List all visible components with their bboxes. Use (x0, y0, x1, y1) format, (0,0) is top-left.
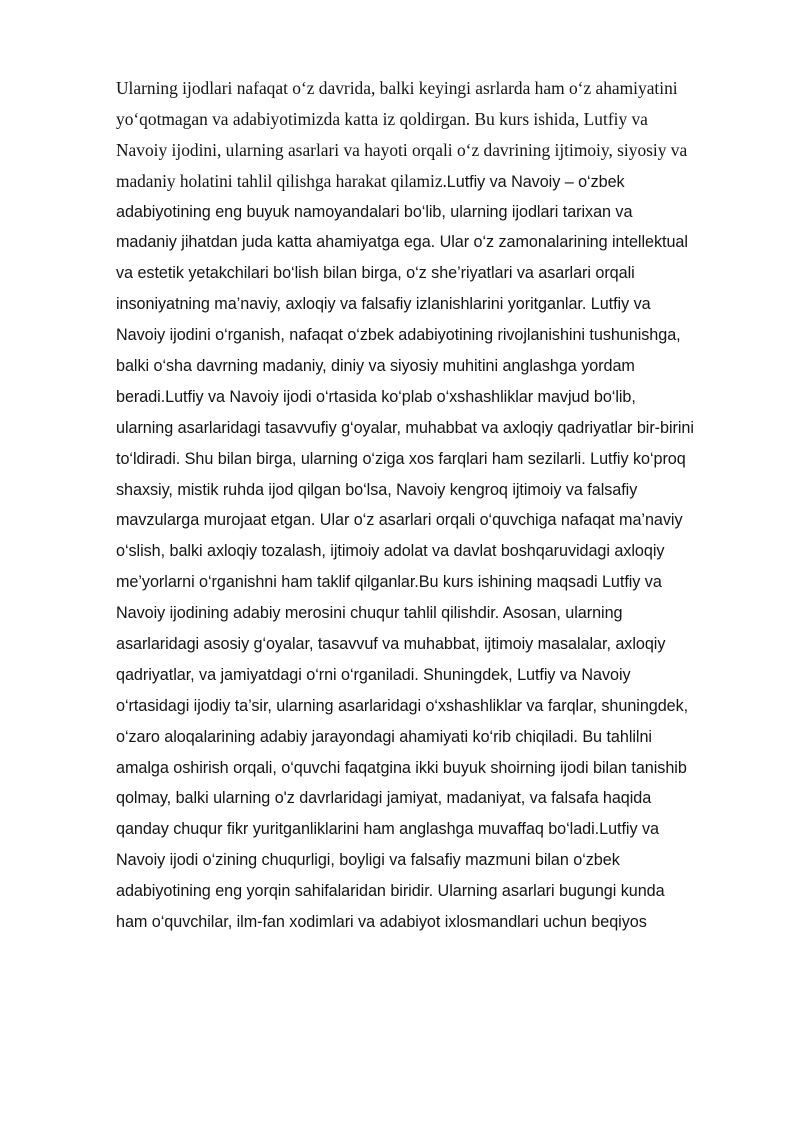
text-line: qolmay, balki ularning o'z davrlaridagi jamiyat, madaniyat, va falsafa haqida (116, 789, 652, 808)
text-line: Navoiy ijodini o‘rganish, nafaqat o‘zbek adabiyotining rivojlanishini tushunishga, (116, 326, 681, 345)
text-line: Navoiy ijodi o‘zining chuqurligi, boyligi va falsafiy mazmuni bilan o‘zbek (116, 851, 620, 870)
text-line (116, 567, 756, 598)
text-line: ularning asarlaridagi tasavvufiy g‘oyalar, muhabbat va axloqiy qadriyatlar bir-birini (116, 418, 694, 437)
text-line: adabiyotining eng yorqin sahifalaridan biridir. Ularning asarlari bugungi kunda (116, 882, 665, 901)
text-line: qadriyatlar, va jamiyatdagi o‘rni o‘rganiladi. Shuningdek, Lutfiy va Navoiy (116, 665, 631, 684)
text-line: va estetik yetakchilari bo‘lish bilan birga, o‘z she’riyatlari va asarlari orqali (116, 264, 635, 283)
text-line: insoniyatning ma’naviy, axloqiy va falsafiy izlanishlarini yoritganlar. Lutfiy va (116, 295, 651, 314)
text-line: o‘slish, balki axloqiy tozalash, ijtimoiy adolat va davlat boshqaruvidagi axloqiy (116, 542, 665, 561)
text-line: mavzularga murojaat etgan. Ular o‘z asarlari orqali o‘quvchiga nafaqat ma’naviy (116, 511, 683, 530)
text-line (116, 166, 756, 197)
text-line: o‘zaro aloqalarining adabiy jarayondagi ahamiyati ko‘rib chiqiladi. Bu tahlilni (116, 727, 652, 746)
text-line: qanday chuqur fikr yuritganliklarini ham anglashga muvaffaq bo‘ladi.Lutfiy va (116, 820, 659, 839)
text-segment: Bu kurs ishining maqsadi Lutfiy va (418, 573, 662, 592)
text-line: madaniy jihatdan juda katta ahamiyatga ega. Ular o‘z zamonalarining intellektual (116, 233, 688, 252)
text-line: beradi.Lutfiy va Navoiy ijodi o‘rtasida ko‘plab o‘xshashliklar mavjud bo‘lib, (116, 387, 636, 406)
text-line: o‘rtasidagi ijodiy ta’sir, ularning asarlaridagi o‘xshashliklar va farqlar, shuningdek, (116, 696, 689, 715)
body-text (116, 73, 756, 938)
text-line: Navoiy ijodini, ularning asarlari va hayoti orqali o‘z davrining ijtimoiy, siyosiy va (116, 139, 688, 160)
text-segment: me’yorlarni o‘rganishni ham taklif qilganlar. (116, 573, 419, 592)
text-line: Ularning ijodlari nafaqat o‘z davrida, balki keyingi asrlarda ham o‘z ahamiyatini (116, 78, 678, 98)
text-line: ham o‘quvchilar, ilm-fan xodimlari va adabiyot ixlosmandlari uchun beqiyos (116, 913, 647, 932)
text-line: amalga oshirish orqali, o‘quvchi faqatgina ikki buyuk shoirning ijodi bilan tanishib (116, 758, 687, 777)
text-segment: madaniy holatini tahlil qilishga harakat qilamiz. (116, 170, 447, 191)
text-line: Navoiy ijodining adabiy merosini chuqur tahlil qilishdir. Asosan, ularning (116, 604, 623, 623)
text-line: shaxsiy, mistik ruhda ijod qilgan bo‘lsa, Navoiy kengroq ijtimoiy va falsafiy (116, 480, 638, 499)
text-line: balki o‘sha davrning madaniy, diniy va siyosiy muhitini anglashga yordam (116, 357, 635, 376)
text-line: adabiyotining eng buyuk namoyandalari bo‘lib, ularning ijodlari tarixan va (116, 202, 633, 221)
text-line: to‘ldiradi. Shu bilan birga, ularning o‘ziga xos farqlari ham sezilarli. Lutfiy ko‘proq (116, 449, 686, 468)
text-segment: Lutfiy va Navoiy – o‘zbek (446, 172, 625, 191)
text-line: asarlaridagi asosiy g‘oyalar, tasavvuf va muhabbat, ijtimoiy masalalar, axloqiy (116, 635, 666, 654)
text-line: yo‘qotmagan va adabiyotimizda katta iz qoldirgan. Bu kurs ishida, Lutfiy va (116, 108, 648, 129)
